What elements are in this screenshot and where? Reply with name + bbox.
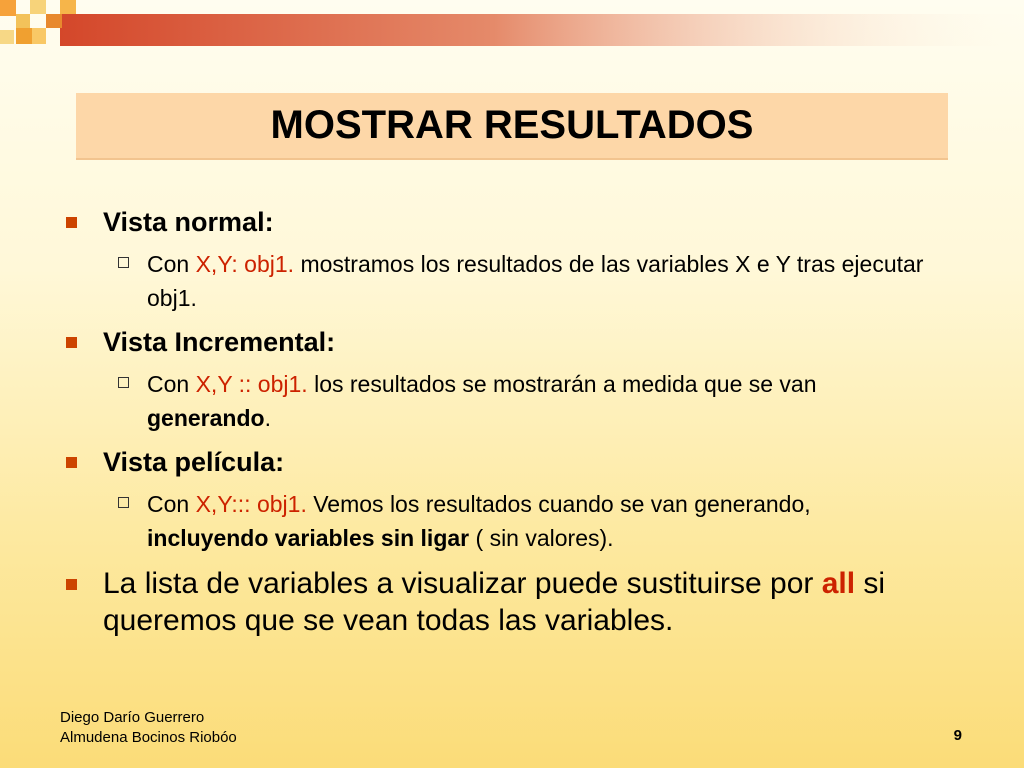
bullet-vista-pelicula	[60, 445, 940, 479]
code-snippet: X,Y :: obj1.	[195, 371, 308, 397]
sub-bold-text: incluyendo variables sin ligar	[147, 525, 470, 551]
bullet-vista-normal	[60, 205, 940, 239]
bullet-heading: Vista normal:	[103, 207, 274, 237]
hollow-square-bullet-icon	[118, 377, 129, 388]
square-bullet-icon	[66, 457, 77, 468]
footer-author-2: Almudena Bocinos Riobóo	[60, 729, 237, 746]
code-snippet: X,Y: obj1.	[195, 251, 295, 277]
bullet-text: La lista de variables a visualizar puede sustituirse por	[103, 567, 822, 600]
sub-bold-text: generando	[147, 405, 265, 431]
bullet-all-variables	[60, 565, 940, 639]
keyword-all: all	[821, 567, 856, 600]
sub-prefix: Con	[147, 491, 196, 517]
bullet-vista-incremental	[60, 325, 940, 359]
bullet-heading: Vista Incremental:	[103, 327, 336, 357]
bullet-text-end: si queremos que se vean todas las variables.	[103, 567, 886, 637]
page-number: 9	[953, 727, 962, 744]
hollow-square-bullet-icon	[118, 497, 129, 508]
hollow-square-bullet-icon	[118, 257, 129, 268]
sub-bullet-vista-pelicula	[60, 487, 927, 555]
sub-text: los resultados se mostrarán a medida que se van	[307, 371, 817, 397]
sub-prefix: Con	[147, 251, 196, 277]
sub-text-end: ( sin valores).	[469, 525, 614, 551]
footer-authors	[60, 708, 237, 748]
code-snippet: X,Y::: obj1.	[195, 491, 307, 517]
sub-bullet-vista-incremental	[60, 367, 927, 435]
square-bullet-icon	[66, 337, 77, 348]
title-box	[76, 93, 948, 160]
footer-author-1: Diego Darío Guerrero	[60, 709, 205, 726]
decorative-header-bar	[0, 0, 1024, 60]
bullet-heading: Vista película:	[103, 447, 285, 477]
slide-title: MOSTRAR RESULTADOS	[270, 103, 754, 147]
square-bullet-icon	[66, 217, 77, 228]
slide-content	[60, 205, 940, 647]
sub-text-end: .	[264, 405, 271, 431]
sub-text: Vemos los resultados cuando se van generando,	[306, 491, 811, 517]
sub-bullet-vista-normal	[60, 247, 927, 315]
sub-text: mostramos los resultados de las variables X e Y tras ejecutar obj1.	[147, 251, 924, 311]
sub-prefix: Con	[147, 371, 196, 397]
square-bullet-icon	[66, 579, 77, 590]
